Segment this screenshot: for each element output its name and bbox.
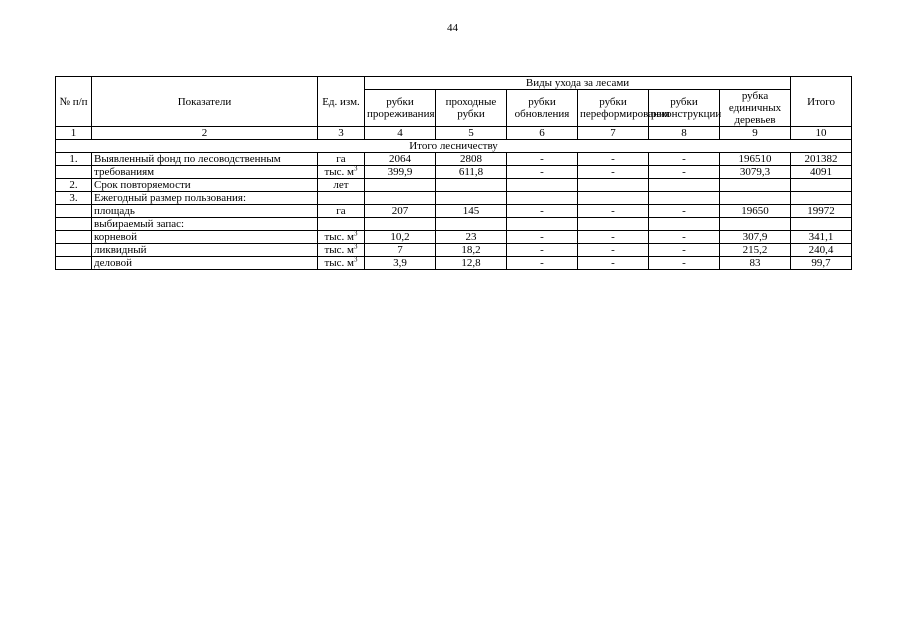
header-total: Итого	[791, 77, 852, 127]
row-value	[436, 218, 507, 231]
row-indicator: Срок повторяемости	[92, 179, 318, 192]
row-value: -	[507, 205, 578, 218]
header-care-types-group: Виды ухода за лесами	[365, 77, 791, 90]
column-number: 9	[720, 127, 791, 140]
table-row	[56, 192, 852, 205]
row-value	[365, 179, 436, 192]
column-number: 5	[436, 127, 507, 140]
row-indicator: Выявленный фонд по лесоводственным	[92, 153, 318, 166]
column-number: 3	[318, 127, 365, 140]
row-unit-text: га	[336, 153, 346, 165]
row-value: -	[578, 257, 649, 270]
row-unit	[318, 179, 365, 192]
row-value	[649, 218, 720, 231]
row-value	[507, 179, 578, 192]
row-unit-text: тыс. м	[324, 231, 355, 243]
row-value	[791, 218, 852, 231]
row-unit-superscript: 3	[354, 229, 358, 238]
row-value: 611,8	[436, 166, 507, 179]
row-value: 18,2	[436, 244, 507, 257]
header-care-type: рубка единичных деревьев	[720, 90, 791, 127]
row-value	[791, 179, 852, 192]
row-value: -	[507, 231, 578, 244]
header-care-type: рубки переформирования	[578, 90, 649, 127]
header-unit: Ед. изм.	[318, 77, 365, 127]
table-row	[56, 257, 852, 270]
row-value: 207	[365, 205, 436, 218]
page-number: 44	[447, 22, 458, 34]
row-number	[56, 244, 92, 257]
table-row	[56, 244, 852, 257]
column-number: 7	[578, 127, 649, 140]
header-care-type: проходные рубки	[436, 90, 507, 127]
row-value: -	[507, 244, 578, 257]
row-value	[649, 192, 720, 205]
row-indicator: корневой	[92, 231, 318, 244]
header-care-type: рубки реконструкции	[649, 90, 720, 127]
header-num: № п/п	[56, 77, 92, 127]
column-number: 2	[92, 127, 318, 140]
row-value: -	[578, 205, 649, 218]
table-row	[56, 205, 852, 218]
row-unit-text: тыс. м	[324, 166, 355, 178]
row-value: 23	[436, 231, 507, 244]
row-value: -	[649, 166, 720, 179]
row-value: 19972	[791, 205, 852, 218]
row-value	[791, 192, 852, 205]
row-value: 83	[720, 257, 791, 270]
row-value	[649, 179, 720, 192]
row-value: 341,1	[791, 231, 852, 244]
row-value: -	[578, 153, 649, 166]
table-row	[56, 179, 852, 192]
header-indicator: Показатели	[92, 77, 318, 127]
column-number: 4	[365, 127, 436, 140]
row-value: 3,9	[365, 257, 436, 270]
table-row	[56, 153, 852, 166]
row-number	[56, 257, 92, 270]
row-value: -	[649, 231, 720, 244]
column-number: 6	[507, 127, 578, 140]
row-value	[578, 192, 649, 205]
row-value: 145	[436, 205, 507, 218]
row-value	[365, 218, 436, 231]
row-value: 196510	[720, 153, 791, 166]
row-indicator: Ежегодный размер пользования:	[92, 192, 318, 205]
row-unit-text: га	[336, 205, 346, 217]
row-value	[436, 192, 507, 205]
row-value	[436, 179, 507, 192]
row-number: 1.	[56, 153, 92, 166]
row-value: 240,4	[791, 244, 852, 257]
column-number: 8	[649, 127, 720, 140]
row-number	[56, 218, 92, 231]
row-value: 12,8	[436, 257, 507, 270]
row-number	[56, 166, 92, 179]
row-value: -	[507, 257, 578, 270]
row-unit-superscript: 3	[354, 242, 358, 251]
row-unit-superscript: 3	[354, 164, 358, 173]
row-indicator: площадь	[92, 205, 318, 218]
row-unit	[318, 205, 365, 218]
section-title: Итого лесничеству	[56, 140, 852, 153]
row-number	[56, 205, 92, 218]
table-row	[56, 231, 852, 244]
row-value: -	[578, 244, 649, 257]
row-unit	[318, 166, 365, 179]
row-value: 201382	[791, 153, 852, 166]
header-care-type: рубки обновления	[507, 90, 578, 127]
row-value: 7	[365, 244, 436, 257]
row-value	[720, 218, 791, 231]
row-value: 3079,3	[720, 166, 791, 179]
row-value	[720, 192, 791, 205]
row-unit-text: лет	[333, 179, 349, 191]
column-number: 1	[56, 127, 92, 140]
row-value: -	[507, 166, 578, 179]
row-value: 399,9	[365, 166, 436, 179]
row-value: 4091	[791, 166, 852, 179]
row-unit-text: тыс. м	[324, 244, 355, 256]
row-value: -	[649, 244, 720, 257]
table-row	[56, 218, 852, 231]
row-unit	[318, 192, 365, 205]
row-value: 19650	[720, 205, 791, 218]
row-unit-text: тыс. м	[324, 257, 355, 269]
row-value	[365, 192, 436, 205]
row-value: 2808	[436, 153, 507, 166]
row-value: -	[578, 166, 649, 179]
row-number: 3.	[56, 192, 92, 205]
table-row	[56, 166, 852, 179]
column-number: 10	[791, 127, 852, 140]
row-value: 215,2	[720, 244, 791, 257]
row-number	[56, 231, 92, 244]
row-indicator: ликвидный	[92, 244, 318, 257]
row-number: 2.	[56, 179, 92, 192]
row-indicator: требованиям	[92, 166, 318, 179]
row-value: -	[507, 153, 578, 166]
forest-care-table	[55, 76, 852, 270]
row-value: 10,2	[365, 231, 436, 244]
row-indicator: деловой	[92, 257, 318, 270]
row-value: -	[649, 205, 720, 218]
row-value: -	[578, 231, 649, 244]
row-value	[578, 179, 649, 192]
row-value	[507, 192, 578, 205]
row-value	[578, 218, 649, 231]
row-unit	[318, 257, 365, 270]
row-value: 99,7	[791, 257, 852, 270]
row-unit-superscript: 3	[354, 255, 358, 264]
row-value	[507, 218, 578, 231]
row-value: -	[649, 153, 720, 166]
row-value	[720, 179, 791, 192]
row-value: 307,9	[720, 231, 791, 244]
row-value: -	[649, 257, 720, 270]
row-value: 2064	[365, 153, 436, 166]
row-indicator: выбираемый запас:	[92, 218, 318, 231]
header-care-type: рубки прореживания	[365, 90, 436, 127]
